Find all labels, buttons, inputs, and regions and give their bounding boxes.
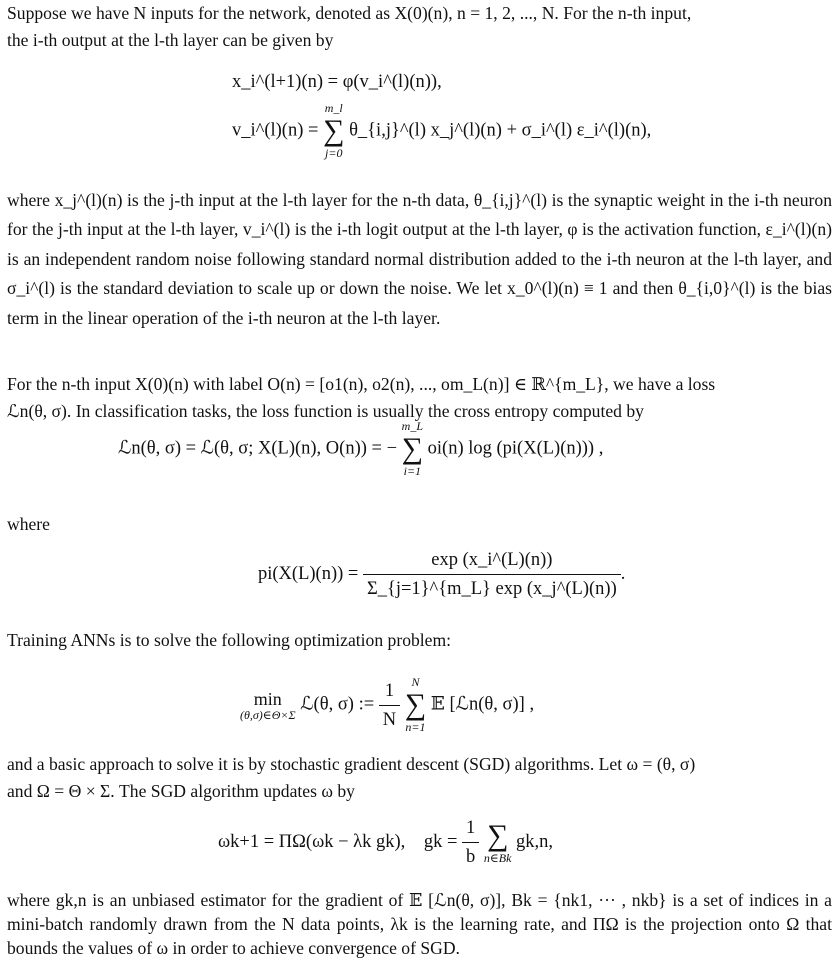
equation-forward-output [232, 70, 442, 94]
paragraph-sgd [7, 751, 832, 805]
summation-symbol: m_L ∑ i=1 [401, 419, 424, 478]
equation-forward-output-text: x_i^(l+1)(n) = φ(v_i^(l)(n)), [232, 72, 442, 92]
paragraph-loss-line1: For the n-th input X(0)(n) with label O(n) = [o1(n), o2(n), ..., om_L(n)] ∈ ℝ^{m_L}, we have a loss [7, 374, 716, 394]
summation-symbol: m_l ∑ j=0 [323, 101, 345, 160]
summation-lower-limit: n∈Bk [483, 851, 512, 865]
paragraph-sgd-line2: and Ω = Θ × Σ. The SGD algorithm updates ω by [7, 781, 355, 801]
minimization-operator [240, 689, 296, 722]
paragraph-definitions: where x_j^(l)(n) is the j-th input at the l-th layer for the n-th data, θ_{i,j}^(l) is the synaptic weight in the i-th neuron for the j-th input at the l-th layer, v_i^(l) is the i-th logit output at the l-th layer, φ is the activation function, ε_i^(l)(n) is an independent random noise following standard normal distribution added to the i-th neuron at the l-th layer, and σ_i^(l) is the standard deviation to scale up or down the noise. We let x_0^(l)(n) ≡ 1 and then θ_{i,0}^(l) is the bias term in the linear operation of the i-th neuron at the l-th layer. [7, 190, 832, 328]
gradient-fraction [462, 816, 479, 869]
paragraph-optimization: Training ANNs is to solve the following optimization problem: [7, 630, 452, 650]
softmax-fraction [363, 548, 621, 601]
paragraph-intro [7, 0, 832, 54]
gradient-denominator: b [466, 847, 476, 867]
equation-logit-rhs: θ_{i,j}^(l) x_j^(l)(n) + σ_i^(l) ε_i^(l)(n), [349, 120, 652, 141]
equation-objective-rhs: 𝔼 [ℒn(θ, σ)] , [430, 694, 535, 715]
summation-symbol: N ∑ n=1 [404, 675, 427, 734]
summation-upper-limit: m_l [324, 101, 343, 115]
min-subscript: (θ,σ)∈Θ×Σ [240, 707, 296, 722]
equation-cross-entropy [118, 420, 603, 478]
softmax-denominator: Σ_{j=1}^{m_L} exp (x_j^(L)(n)) [366, 579, 617, 599]
summation-lower-limit: i=1 [403, 464, 422, 478]
equation-sgd-update-lhs: ωk+1 = ΠΩ(ωk − λk gk), [218, 831, 406, 852]
equation-logit [232, 102, 651, 160]
summation-upper-limit: m_L [401, 419, 423, 433]
equation-softmax [258, 548, 625, 601]
equation-softmax-tail: . [620, 563, 626, 584]
paragraph-intro-line2: the i-th output at the l-th layer can be given by [7, 30, 334, 50]
equation-gradient-lhs: gk = [423, 831, 458, 852]
equation-sgd-update [218, 816, 553, 869]
paragraph-loss [7, 371, 832, 425]
where-label: where [7, 514, 50, 534]
paragraph-sgd-notation: where gk,n is an unbiased estimator for the gradient of 𝔼 [ℒn(θ, σ)], Bk = {nk1, ··· , nkb} is a set of indices in a mini-batch randomly drawn from the N data points, λk is the learning rate, and ΠΩ is the projection onto Ω that bounds the values of ω in order to achieve convergence of SGD. [7, 890, 832, 958]
equation-logit-lhs: v_i^(l)(n) = [232, 120, 319, 141]
paragraph-intro-line1: Suppose we have N inputs for the network, denoted as X(0)(n), n = 1, 2, ..., N. For the n-th input, [7, 3, 692, 23]
softmax-numerator: exp (x_i^(L)(n)) [363, 548, 621, 575]
paragraph-loss-line2: ℒn(θ, σ). In classification tasks, the loss function is usually the cross entropy computed by [7, 401, 644, 421]
summation-lower-limit: n=1 [405, 720, 426, 734]
equation-cross-entropy-rhs: oi(n) log (pi(X(L)(n))) , [427, 438, 604, 459]
gradient-numerator: 1 [462, 816, 479, 843]
equation-gradient-rhs: gk,n, [516, 831, 554, 852]
equation-cross-entropy-lhs: ℒn(θ, σ) = ℒ(θ, σ; X(L)(n), O(n)) = − [118, 438, 398, 459]
summation-lower-limit: j=0 [325, 146, 343, 160]
summation-upper-limit: N [411, 675, 420, 689]
objective-fraction [379, 679, 400, 732]
paragraph-sgd-line1: and a basic approach to solve it is by stochastic gradient descent (SGD) algorithms. Let ω = (θ, σ) [7, 754, 696, 774]
equation-objective-mid: ℒ(θ, σ) := [300, 694, 375, 715]
objective-denominator: N [382, 709, 397, 730]
equation-objective [240, 676, 534, 734]
min-label: min [253, 688, 282, 709]
equation-softmax-lhs: pi(X(L)(n)) = [258, 563, 359, 584]
objective-numerator: 1 [379, 679, 400, 706]
summation-symbol: ∑ n∈Bk [483, 819, 512, 865]
